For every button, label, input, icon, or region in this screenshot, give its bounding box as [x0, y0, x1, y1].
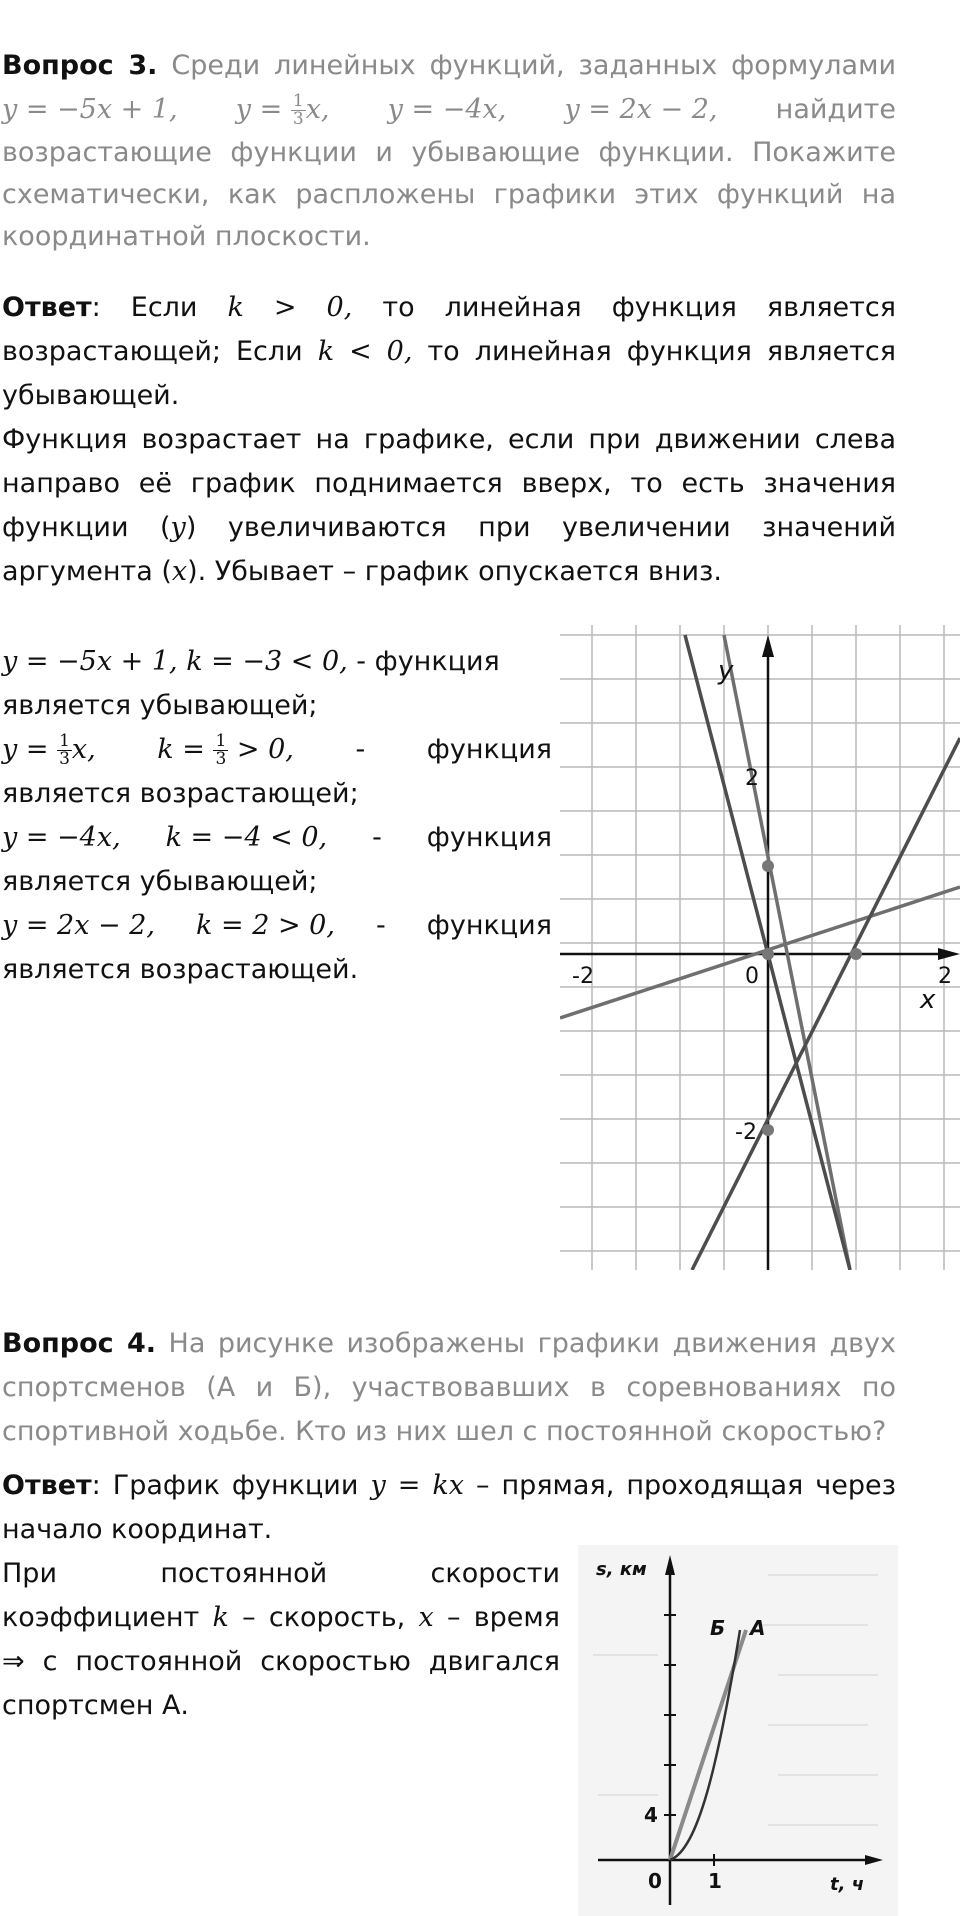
question-4-text: На рисунке изображены графики движения двух спортсменов (А и Б), участвовавших в соревнованиях по спортивной ходьбе. Кто из них шел с постоянной скоростью? — [2, 1328, 897, 1447]
formula-y-kx: y = kx — [370, 1470, 464, 1501]
list-item-result: является возрастающей; — [2, 778, 359, 809]
answer-3-text-b: то линейная функция является возрастающей; Если — [2, 292, 896, 367]
list-item: y = −4x, k = −4 < 0, - функция — [2, 822, 552, 853]
tick-origin: 0 — [648, 1869, 662, 1893]
question-4-label: Вопрос 4. — [2, 1328, 157, 1359]
condition-k-negative: k < 0, — [317, 336, 413, 367]
tick-y-2: 2 — [745, 766, 759, 791]
question-3 — [2, 44, 896, 258]
answer-3-text: : Если — [91, 292, 198, 323]
s-axis-label: s, км — [596, 1559, 647, 1580]
tick-x-neg2: -2 — [572, 964, 594, 989]
formula-1: y = −5x + 1, — [2, 94, 178, 125]
motion-graph — [578, 1545, 898, 1916]
list-item-result: является возрастающей. — [2, 954, 359, 985]
list-item-result: является убывающей; — [2, 690, 318, 721]
answer-3-text-c: то линейная функция является убывающей. — [2, 336, 896, 411]
answer-3-explanation: Функция возрастает на графике, если при движении слева направо её график поднимается вверх, то есть значения функции (y) увеличиваются при увеличении значений аргумента (x). Убывает – график опускается вниз. — [2, 424, 896, 587]
x-axis-arrow-icon — [938, 948, 960, 960]
question-3-text: Среди линейных функций, заданных формулами — [171, 50, 896, 81]
linear-functions-graph — [560, 625, 960, 1270]
question-3-text-2: найдите — [775, 94, 896, 125]
formula-2: y = $\frac{1}{3}$ x, — [235, 91, 330, 129]
tick-y-neg2: -2 — [735, 1120, 757, 1145]
point-0-neg2 — [762, 1124, 774, 1136]
tick-s-4: 4 — [644, 1803, 658, 1827]
question-3-text-3: возрастающие функции и убывающие функции. Покажите схематически, как распложены графики этих функций на координатной плоскости. — [2, 137, 896, 252]
line-y-neg5x-plus-1 — [724, 635, 850, 1270]
point-1-0 — [850, 948, 862, 960]
formula-3: y = −4x, — [387, 94, 507, 125]
point-origin — [762, 948, 774, 960]
list-item: y = −5x + 1, k = −3 < 0, - функция — [2, 646, 500, 677]
formula-4: y = 2x − 2, — [564, 94, 718, 125]
answer-3 — [2, 286, 896, 418]
point-0-1 — [762, 860, 774, 872]
label-athlete-a: А — [750, 1616, 766, 1640]
question-4 — [2, 1322, 896, 1454]
list-item: y = $\frac{1}{3}$ x, k = $\frac{1}{3}$ > 0, - функция — [2, 731, 552, 769]
list-item: y = 2x − 2, k = 2 > 0, - функция — [2, 910, 552, 941]
y-axis-arrow-icon — [762, 635, 774, 657]
tick-x-2: 2 — [938, 964, 952, 989]
tick-t-1: 1 — [708, 1869, 722, 1893]
t-axis-label: t, ч — [830, 1874, 865, 1895]
grid — [560, 625, 960, 1270]
question-3-label: Вопрос 3. — [2, 50, 158, 81]
answer-4-explanation: При постоянной скорости коэффициент k – скорость, x – время ⇒ с постоянной скоростью двигался спортсмен А. — [2, 1558, 560, 1721]
condition-k-positive: k > 0, — [227, 292, 353, 323]
y-axis-label: y — [718, 656, 734, 686]
answer-4-label: Ответ — [2, 1470, 92, 1501]
label-athlete-b: Б — [710, 1616, 726, 1640]
tick-origin: 0 — [745, 964, 759, 989]
functions-list — [2, 640, 552, 992]
list-item-result: является убывающей; — [2, 866, 318, 897]
answer-4: Ответ: График функции y = kx – прямая, проходящая через начало координат. — [2, 1470, 896, 1545]
x-axis-label: x — [920, 985, 936, 1015]
answer-3-label: Ответ — [2, 292, 92, 323]
